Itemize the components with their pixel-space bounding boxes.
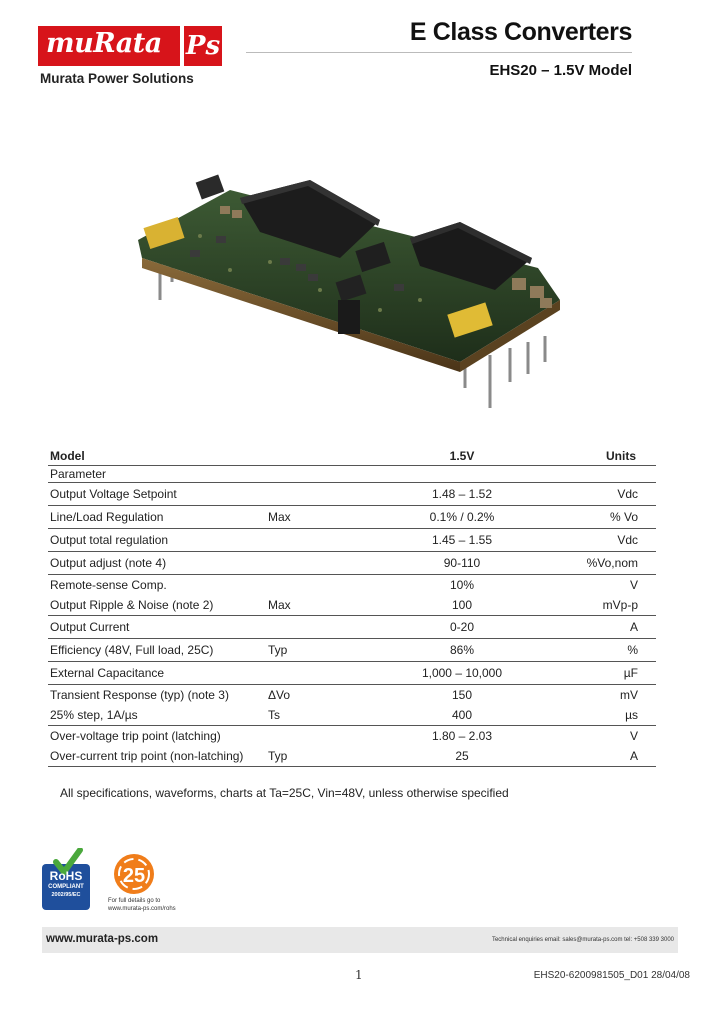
spec-value: 1,000 – 10,000 — [400, 662, 524, 685]
page-subtitle: EHS20 – 1.5V Model — [489, 62, 632, 79]
spec-units: Vdc — [524, 529, 656, 552]
table-row — [48, 552, 656, 575]
spec-units: A — [524, 616, 656, 639]
rohs-directive: 2002/95/EC — [51, 892, 81, 898]
spec-value: 90-110 — [400, 552, 524, 575]
spec-value: 100 — [451, 598, 473, 612]
spec-condition: Max — [268, 598, 291, 612]
spec-condition — [266, 552, 400, 575]
spec-value: 1.48 – 1.52 — [400, 483, 524, 506]
header-cond — [266, 446, 400, 466]
footer-bar — [42, 927, 678, 953]
document-code: EHS20-6200981505_D01 28/04/08 — [533, 970, 690, 981]
header-value: 1.5V — [449, 448, 475, 463]
logo-red-box — [38, 26, 180, 66]
spec-name: External Capacitance — [48, 662, 266, 685]
spec-units: mV — [524, 685, 656, 706]
rohs-badge — [42, 848, 90, 910]
rohs-compliant: COMPLIANT — [48, 884, 84, 890]
spec-units: Vdc — [524, 483, 656, 506]
spec-units: mVp-p — [602, 598, 638, 612]
table-row — [48, 595, 656, 616]
recycle-note — [108, 897, 176, 913]
spec-units: A — [524, 746, 656, 767]
spec-condition — [266, 483, 400, 506]
table-row — [48, 483, 656, 506]
logo-company-name: Murata Power Solutions — [40, 71, 194, 86]
spec-condition — [266, 726, 400, 747]
website-link[interactable]: www.murata-ps.com — [46, 933, 159, 945]
spec-value: 1.80 – 2.03 — [400, 726, 524, 747]
spec-units: % Vo — [524, 506, 656, 529]
rohs-title: RoHS — [49, 869, 83, 883]
spec-value: 400 — [451, 708, 473, 722]
murata-logo — [38, 26, 224, 90]
spec-condition — [266, 529, 400, 552]
table-row — [48, 705, 656, 726]
table-row — [48, 726, 656, 747]
table-row — [48, 575, 656, 596]
table-row — [48, 529, 656, 552]
table-row — [48, 506, 656, 529]
spec-footnote: All specifications, waveforms, charts at Ta=25C, Vin=48V, unless otherwise specified — [60, 786, 509, 800]
spec-name: 25% step, 1A/µs — [50, 708, 138, 722]
spec-name: Remote-sense Comp. — [48, 575, 266, 596]
years-label: 25 — [122, 865, 146, 887]
recycle-25-icon — [108, 852, 160, 900]
spec-name: Over-current trip point (non-latching) — [48, 746, 266, 767]
table-row — [48, 662, 656, 685]
table-row — [48, 746, 656, 767]
spec-units: % — [524, 639, 656, 662]
spec-name: Transient Response (typ) (note 3) — [48, 685, 266, 706]
spec-value: 10% — [400, 575, 524, 596]
spec-condition: Typ — [266, 639, 400, 662]
spec-condition: ΔVo — [266, 685, 400, 706]
spec-units: V — [524, 575, 656, 596]
spec-units: µF — [524, 662, 656, 685]
spec-name: Output Ripple & Noise (note 2) — [50, 598, 214, 612]
table-row — [48, 639, 656, 662]
spec-units: %Vo,nom — [524, 552, 656, 575]
spec-value: 1.45 – 1.55 — [400, 529, 524, 552]
header-model: Model — [50, 448, 85, 463]
header-units: Units — [606, 448, 636, 463]
page-number: 1 — [355, 968, 363, 982]
spec-value: 0-20 — [400, 616, 524, 639]
spec-units: V — [524, 726, 656, 747]
spec-name: Output adjust (note 4) — [48, 552, 266, 575]
parameter-row — [48, 466, 656, 483]
spec-name: Efficiency (48V, Full load, 25C) — [48, 639, 266, 662]
spec-header-row — [48, 446, 656, 466]
spec-value: 86% — [400, 639, 524, 662]
product-photo — [120, 150, 600, 430]
page-title: E Class Converters — [409, 18, 632, 46]
spec-name: Line/Load Regulation — [48, 506, 266, 529]
contact-info: Technical enquiries email: sales@murata-ps.com tel: +508 339 3000 — [491, 937, 674, 943]
spec-name: Over-voltage trip point (latching) — [48, 726, 266, 747]
spec-condition — [266, 616, 400, 639]
recycle-note-link[interactable]: www.murata-ps.com/rohs — [108, 906, 176, 912]
spec-condition: Max — [266, 506, 400, 529]
logo-brand-text: muRata — [46, 28, 162, 59]
recycle-note-line1: For full details go to — [108, 898, 161, 904]
spec-units: µs — [625, 708, 638, 722]
spec-name: Output Voltage Setpoint — [48, 483, 266, 506]
parameter-label: Parameter — [48, 466, 266, 483]
logo-ps-box: Ps — [184, 26, 222, 66]
spec-condition: Typ — [266, 746, 400, 767]
title-divider — [246, 52, 632, 53]
spec-condition: Ts — [268, 708, 280, 722]
spec-condition — [266, 575, 400, 596]
spec-table — [48, 446, 656, 767]
spec-value: 0.1% / 0.2% — [400, 506, 524, 529]
spec-value: 25 — [400, 746, 524, 767]
spec-name: Output Current — [48, 616, 266, 639]
spec-condition — [266, 662, 400, 685]
table-row — [48, 616, 656, 639]
spec-value: 150 — [400, 685, 524, 706]
table-row — [48, 685, 656, 706]
spec-name: Output total regulation — [48, 529, 266, 552]
